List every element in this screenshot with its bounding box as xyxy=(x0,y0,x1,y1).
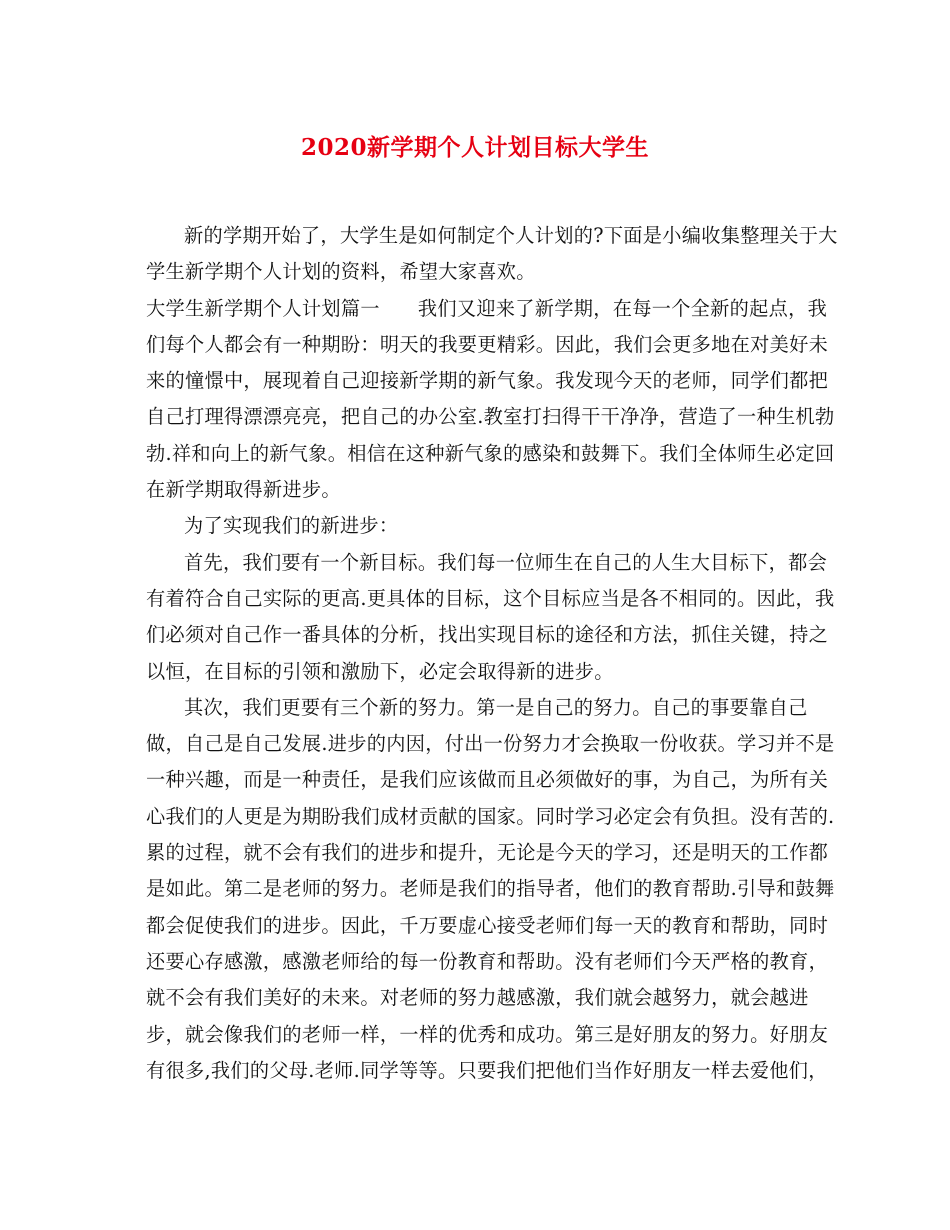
text-line: 心我们的人更是为期盼我们成材贡献的国家。同时学习必定会有负担。没有苦的. xyxy=(146,804,835,828)
text-line: 都会促使我们的进步。因此，千万要虚心接受老师们每一天的教育和帮助，同时 xyxy=(146,913,829,937)
text-line: 来的憧憬中，展现着自己迎接新学期的新气象。我发现今天的老师，同学们都把 xyxy=(146,369,829,393)
text-line: 就不会有我们美好的未来。对老师的努力越感激，我们就会越努力，就会越进 xyxy=(146,986,809,1010)
text-line: 还要心存感激，感激老师给的每一份教育和帮助。没有老师们今天严格的教育， xyxy=(146,949,829,973)
text-line xyxy=(146,291,828,327)
text-line: 其次，我们更要有三个新的努力。第一是自己的努力。自己的事要靠自己 xyxy=(184,695,808,719)
text-line: 累的过程，就不会有我们的进步和提升，无论是今天的学习，还是明天的工作都 xyxy=(146,841,829,865)
text-line: 在新学期取得新进步。 xyxy=(146,478,341,502)
section-heading: 大学生新学期个人计划篇一 xyxy=(146,296,380,320)
text-line: 为了实现我们的新进步： xyxy=(184,514,399,538)
text-line: 新的学期开始了，大学生是如何制定个人计划的?下面是小编收集整理关于大 xyxy=(184,224,838,247)
text-line: 是如此。第二是老师的努力。老师是我们的指导者，他们的教育帮助.引导和鼓舞 xyxy=(146,877,835,901)
text-line: 首先，我们要有一个新目标。我们每一位师生在自己的人生大目标下，都会 xyxy=(184,550,828,574)
text-line-continuation: 我们又迎来了新学期，在每一个全新的起点，我 xyxy=(417,296,828,320)
text-line: 学生新学期个人计划的资料，希望大家喜欢。 xyxy=(146,260,536,284)
text-line: 以恒，在目标的引领和激励下，必定会取得新的进步。 xyxy=(146,659,614,683)
text-line: 步，就会像我们的老师一样，一样的优秀和成功。第三是好朋友的努力。好朋友 xyxy=(146,1022,829,1046)
document-body xyxy=(146,218,838,1089)
text-line: 们必须对自己作一番具体的分析，找出实现目标的途径和方法，抓住关键，持之 xyxy=(146,623,829,647)
text-line: 有着符合自己实际的更高.更具体的目标，这个目标应当是各不相同的。因此，我 xyxy=(146,586,835,610)
text-line: 自己打理得漂漂亮亮，把自己的办公室.教室打扫得干干净净，营造了一种生机勃 xyxy=(146,405,835,429)
text-line: 做，自己是自己发展.进步的内因，付出一份努力才会换取一份收获。学习并不是 xyxy=(146,732,835,756)
text-line: 一种兴趣，而是一种责任，是我们应该做而且必须做好的事，为自己，为所有关 xyxy=(146,768,829,792)
text-line: 们每个人都会有一种期盼：明天的我要更精彩。因此，我们会更多地在对美好未 xyxy=(146,332,829,356)
document-title: 2020新学期个人计划目标大学生 xyxy=(300,134,649,161)
text-line: 勃.祥和向上的新气象。相信在这种新气象的感染和鼓舞下。我们全体师生必定回 xyxy=(146,441,835,465)
text-line: 有很多,我们的父母.老师.同学等等。只要我们把他们当作好朋友一样去爱他们， xyxy=(146,1058,828,1082)
